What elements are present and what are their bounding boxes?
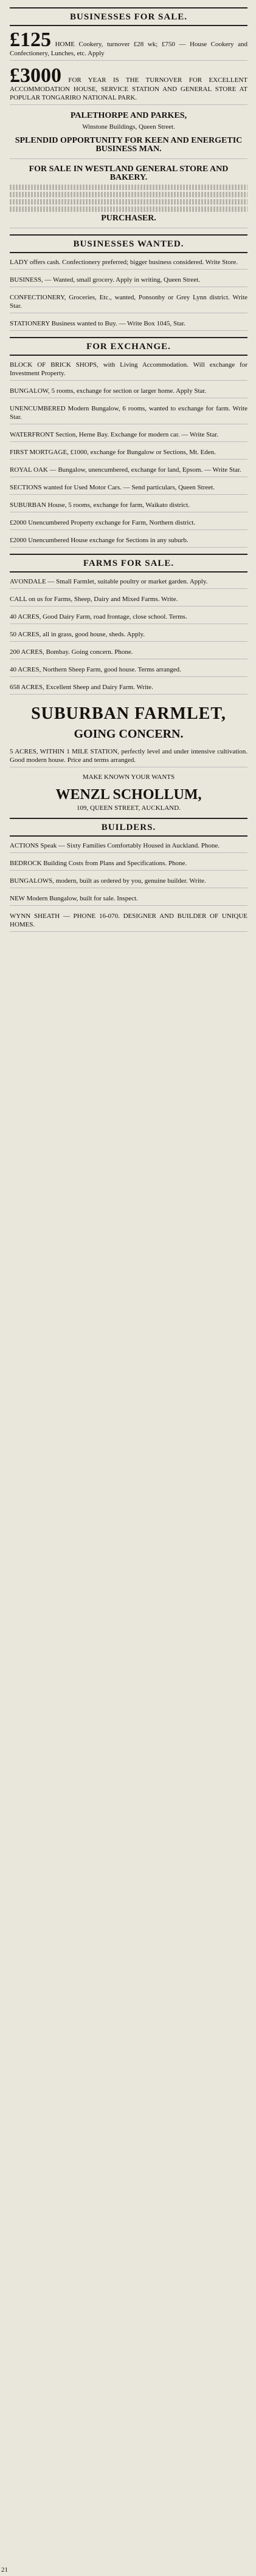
- ad-lady-offers-cash: [10, 258, 247, 270]
- ad-bungalows: [10, 877, 247, 888]
- ad-exchange-7: [10, 518, 247, 530]
- ad-exchange-1: [10, 404, 247, 424]
- ad-text: ACTIONS Speak — Sixty Families Comfortably Housed in Auckland. Phone.: [10, 842, 220, 849]
- ad-wynn-sheath: [10, 912, 247, 932]
- ad-text: STATIONERY Business wanted to Buy. — Write Box 1045, Star.: [10, 320, 185, 327]
- section-header-builders: BUILDERS.: [10, 818, 247, 837]
- ad-text: WATERFRONT Section, Herne Bay. Exchange for modern car. — Write Star.: [10, 431, 219, 438]
- ad-actions: [10, 841, 247, 853]
- ad-wenzl-intro: MAKE KNOWN YOUR WANTS: [82, 773, 175, 781]
- ad-farm-200: [10, 648, 247, 659]
- ad-text: BUNGALOWS, modern, built as ordered by you, genuine builder. Write.: [10, 877, 206, 885]
- section-header-for-exchange: FOR EXCHANGE.: [10, 337, 247, 356]
- ad-text: 200 ACRES, Bombay. Going concern. Phone.: [10, 648, 133, 656]
- ad-wenzl-address: 109, QUEEN STREET, AUCKLAND.: [77, 804, 181, 812]
- ad-price: £3000: [10, 64, 61, 87]
- ad-bedrock: [10, 859, 247, 871]
- ad-purchaser: PURCHASER.: [101, 214, 156, 223]
- ad-home-cookery: [10, 31, 247, 61]
- ad-big-title: SUBURBAN FARMLET,: [31, 704, 226, 723]
- page-marker: 21: [1, 2566, 8, 2574]
- ad-stationery-wanted: [10, 319, 247, 331]
- ad-text: 40 ACRES, Northern Sheep Farm, good house. Terms arranged.: [10, 666, 181, 673]
- ad-text: SECTIONS wanted for Used Motor Cars. — Send particulars, Queen Street.: [10, 484, 215, 491]
- ad-text: BLOCK OF BRICK SHOPS, with Living Accommodation. Will exchange for Investment Property.: [10, 361, 247, 377]
- ad-westland-store: [10, 165, 247, 228]
- ad-text: AVONDALE — Small Farmlet, suitable poultry or market garden. Apply.: [10, 578, 208, 585]
- ad-headline: FOR SALE IN WESTLAND GENERAL STORE AND BAKERY.: [29, 165, 229, 182]
- ad-text: WYNN SHEATH — PHONE 16-070. DESIGNER AND BUILDER OF UNIQUE HOMES.: [10, 912, 247, 928]
- ad-exchange-6: [10, 501, 247, 512]
- ad-agent-palethorpe: [10, 111, 247, 131]
- ad-text: £2000 Unencumbered House exchange for Sections in any suburb.: [10, 537, 189, 544]
- section-header-businesses-for-sale: BUSINESSES FOR SALE.: [10, 7, 247, 26]
- ad-text: BUSINESS, — Wanted, small grocery. Apply in writing, Queen Street.: [10, 276, 200, 284]
- ad-farm-50: [10, 630, 247, 642]
- ad-text: LADY offers cash. Confectionery preferred; bigger business considered. Write Store.: [10, 259, 238, 266]
- illegible-text: [10, 192, 247, 197]
- ad-headline: SPLENDID OPPORTUNITY FOR KEEN AND ENERGETIC BUSINESS MAN.: [15, 136, 243, 154]
- ad-text: 658 ACRES, Excellent Sheep and Dairy Farm. Write.: [10, 684, 153, 691]
- ad-exchange-5: [10, 483, 247, 495]
- ad-wenzl-name: WENZL SCHOLLUM,: [55, 787, 202, 803]
- ad-bungalow-exchange: [10, 387, 247, 398]
- ad-text: FOR YEAR IS THE TURNOVER FOR EXCELLENT ACCOMMODATION HOUSE, SERVICE STATION AND GENERAL STORE AT POPULAR TONGARIRO NATIONAL PARK.: [10, 76, 248, 101]
- ad-text: £2000 Unencumbered Property exchange for Farm, Northern district.: [10, 519, 196, 526]
- ad-agent-address: Winstone Buildings, Queen Street.: [82, 123, 175, 131]
- ad-call-farms: [10, 595, 247, 607]
- section-header-businesses-wanted: BUSINESSES WANTED.: [10, 234, 247, 253]
- ad-accommodation-house: [10, 64, 248, 105]
- illegible-text: [10, 199, 247, 205]
- ad-text: BUNGALOW, 5 rooms, exchange for section or larger home. Apply Star.: [10, 387, 207, 395]
- ad-exchange-4: [10, 466, 247, 477]
- ad-text: FIRST MORTGAGE, £1000, exchange for Bungalow or Sections, Mt. Eden.: [10, 449, 216, 456]
- ad-splendid-opportunity: [10, 137, 247, 159]
- ad-text: BEDROCK Building Costs from Plans and Specifications. Phone.: [10, 860, 187, 867]
- section-header-farms-for-sale: FARMS FOR SALE.: [10, 554, 247, 573]
- ad-big-subtitle: GOING CONCERN.: [74, 727, 184, 741]
- illegible-text: [10, 185, 247, 190]
- ad-farm-658: [10, 683, 247, 695]
- ad-farm-40b: [10, 665, 247, 677]
- ad-text: HOME Cookery, turnover £28 wk; £750 — House Cookery and Confectionery, Lunches, etc. Apply: [10, 41, 247, 57]
- ad-exchange-8: [10, 536, 247, 548]
- ad-text: 5 ACRES, WITHIN 1 MILE STATION, perfectly level and under intensive cultivation. Good modern house. Price and terms arranged.: [10, 747, 247, 767]
- ad-text: ROYAL OAK — Bungalow, unencumbered, exchange for land, Epsom. — Write Star.: [10, 466, 241, 474]
- ad-price: £125: [10, 29, 51, 51]
- ad-business-wanted: [10, 276, 247, 287]
- ad-agent-name: PALETHORPE AND PARKES,: [70, 111, 187, 120]
- ad-text: CALL on us for Farms, Sheep, Dairy and Mixed Farms. Write.: [10, 596, 178, 603]
- ad-text: SUBURBAN House, 5 rooms, exchange for farm, Waikato district.: [10, 501, 190, 509]
- ad-confectionery-wanted: [10, 293, 247, 313]
- illegible-text: [10, 206, 247, 212]
- ad-text: UNENCUMBERED Modern Bungalow, 6 rooms, wanted to exchange for farm. Write Star.: [10, 405, 247, 421]
- ad-suburban-farmlet: [10, 704, 247, 812]
- ad-farm-40: [10, 613, 247, 624]
- ad-exchange-3: [10, 448, 247, 460]
- ad-block-brick-shops: [10, 361, 247, 381]
- ad-text: 40 ACRES, Good Dairy Farm, road frontage, close school. Terms.: [10, 613, 187, 620]
- ad-text: NEW Modern Bungalow, built for sale. Inspect.: [10, 895, 138, 902]
- ad-exchange-2: [10, 430, 247, 442]
- ad-new-modern: [10, 894, 247, 906]
- ad-avondale: [10, 577, 247, 589]
- ad-text: 50 ACRES, all in grass, good house, sheds. Apply.: [10, 631, 145, 638]
- ad-text: CONFECTIONERY, Groceries, Etc., wanted, Ponsonby or Grey Lynn district. Write Star.: [10, 294, 247, 310]
